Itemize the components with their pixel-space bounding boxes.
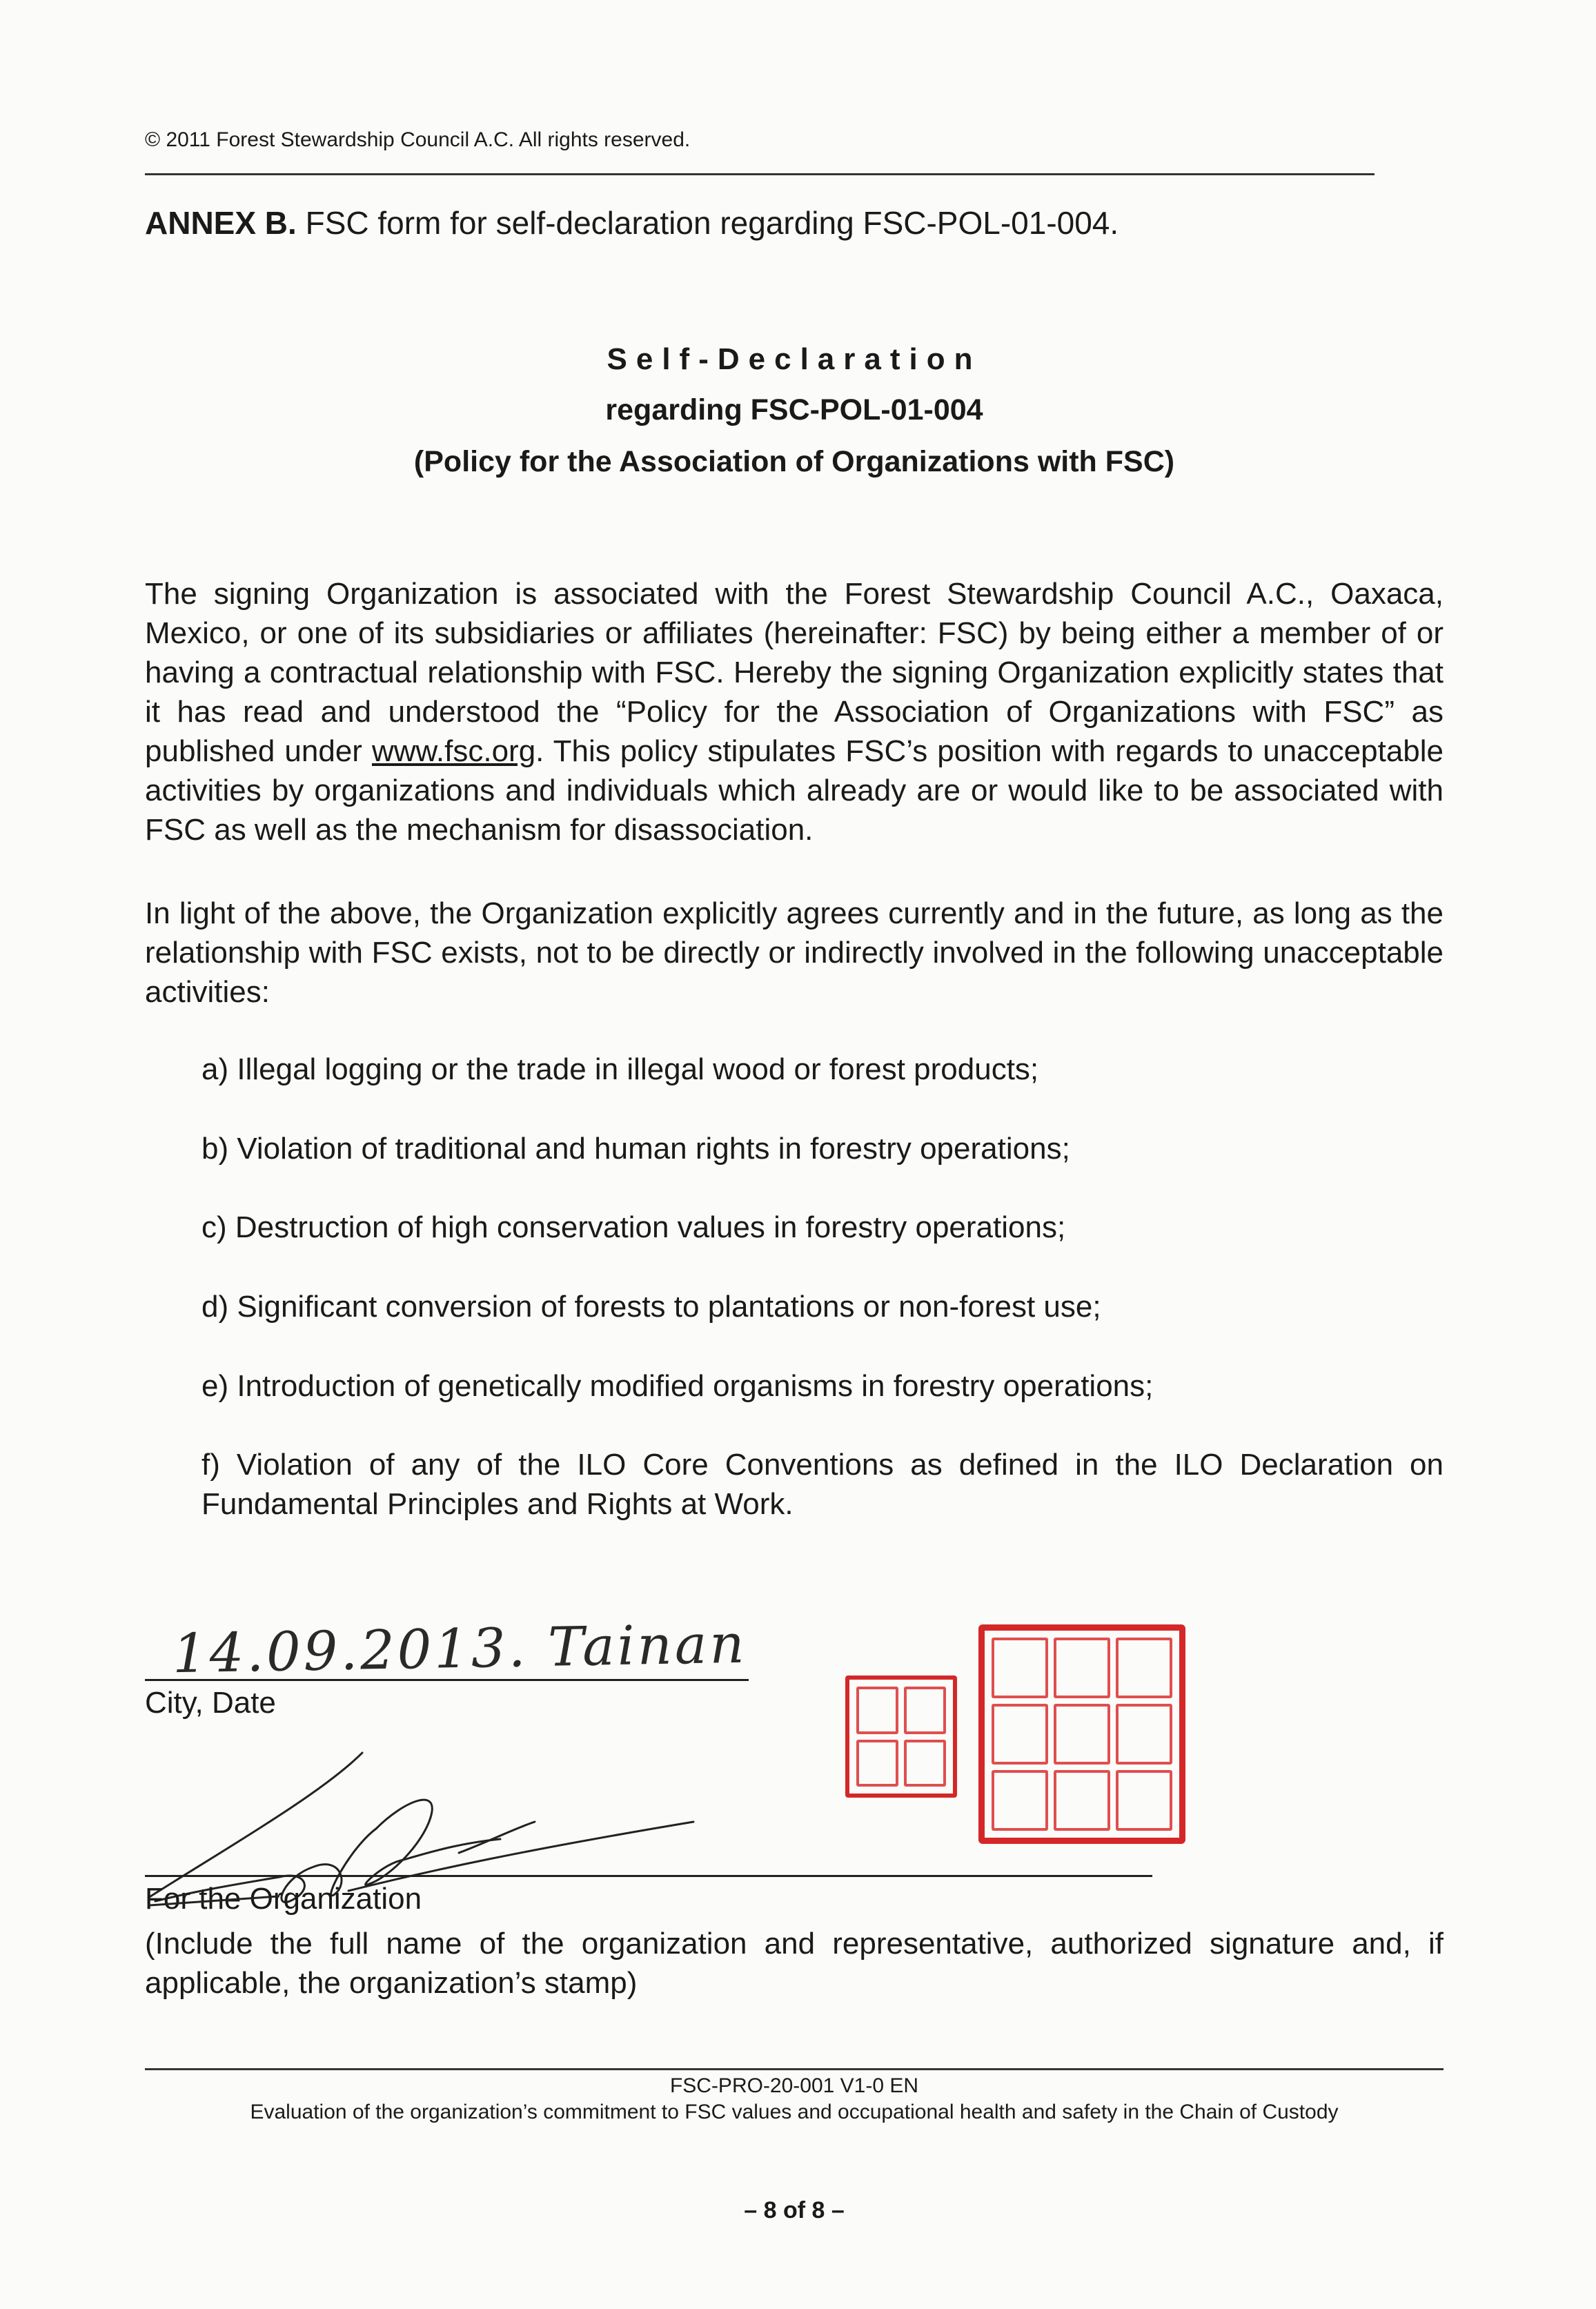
signature-instructions: (Include the full name of the organization and representative, authorized signature and, if applicable, the organization’s stamp) [145, 1927, 1444, 2000]
seal-glyph [1116, 1704, 1172, 1765]
annex-heading [145, 204, 1119, 242]
activity-item-a: a) Illegal logging or the trade in illegal wood or forest products; [201, 1052, 1039, 1086]
company-seal-stamp [978, 1624, 1185, 1844]
document-title: Self-Declaration [607, 342, 982, 376]
activity-item-e: e) Introduction of genetically modified organisms in forestry operations; [201, 1369, 1154, 1403]
activity-item-f: f) Violation of any of the ILO Core Conventions as defined in the ILO Declaration on Fundamental Principles and Rights at Work. [201, 1448, 1444, 1521]
footer-title: Evaluation of the organization’s commitment to FSC values and occupational health and safety in the Chain of Custody [250, 2101, 1339, 2123]
seal-glyph [856, 1687, 898, 1734]
organization-signature-line [145, 1875, 1152, 1877]
copyright-notice: © 2011 Forest Stewardship Council A.C. All rights reserved. [145, 128, 691, 151]
seal-glyph [992, 1638, 1048, 1698]
header-divider [145, 173, 1375, 175]
handwritten-city-date: 14.09.2013. Tainan [172, 1613, 748, 1686]
activity-item-b: b) Violation of traditional and human rights in forestry operations; [201, 1132, 1070, 1166]
page-number: – 8 of 8 – [744, 2197, 845, 2223]
intro-text-end: . This policy stipulates FSC’s position with regards to unacceptable activities by organizations and individuals which already are or would like to be associated with FSC as well as the mechanism for disassociation. [145, 734, 1444, 847]
activity-item-d: d) Significant conversion of forests to plantations or non-forest use; [201, 1290, 1101, 1324]
city-date-label: City, Date [145, 1686, 276, 1720]
seal-glyph [856, 1740, 898, 1787]
fsc-website-link[interactable]: www.fsc.org [372, 734, 536, 768]
document-subtitle: regarding FSC-POL-01-004 [605, 393, 983, 426]
document-policy-name: (Policy for the Association of Organizations with FSC) [413, 445, 1175, 478]
seal-glyph [992, 1704, 1048, 1765]
seal-glyph [992, 1770, 1048, 1831]
intro-paragraph [145, 574, 1444, 849]
seal-glyph [1116, 1638, 1172, 1698]
annex-text: FSC form for self-declaration regarding FSC-POL-01-004. [296, 205, 1119, 241]
seal-glyph [1054, 1770, 1110, 1831]
footer-divider [145, 2068, 1444, 2070]
seal-glyph [1054, 1704, 1110, 1765]
intro-text-start: The signing Organization is associated with the Forest Stewardship Council A.C., Oaxaca, Mexico, or one of its subsidiaries or affiliates (hereinafter: FSC) by being either a member of or having a contractual relationship with FSC. Hereby the signing Organization explicitly states that it has read and understood the “Policy for the Association of Organizations with FSC” as published under [145, 577, 1444, 768]
organization-label: For the Organization [145, 1882, 422, 1916]
agreement-paragraph: In light of the above, the Organization explicitly agrees currently and in the future, as long as the relationship with FSC exists, not to be directly or indirectly involved in the following unacceptable activities: [145, 896, 1444, 1009]
city-date-line [145, 1679, 749, 1681]
seal-glyph [1054, 1638, 1110, 1698]
activity-item-c: c) Destruction of high conservation values in forestry operations; [201, 1210, 1066, 1244]
seal-glyph [904, 1740, 946, 1787]
seal-glyph [904, 1687, 946, 1734]
form-identifier: FSC-PRO-20-001 V1-0 EN [669, 2074, 919, 2097]
seal-glyph [1116, 1770, 1172, 1831]
personal-seal-stamp [845, 1676, 957, 1798]
annex-label: ANNEX B. [145, 205, 297, 241]
